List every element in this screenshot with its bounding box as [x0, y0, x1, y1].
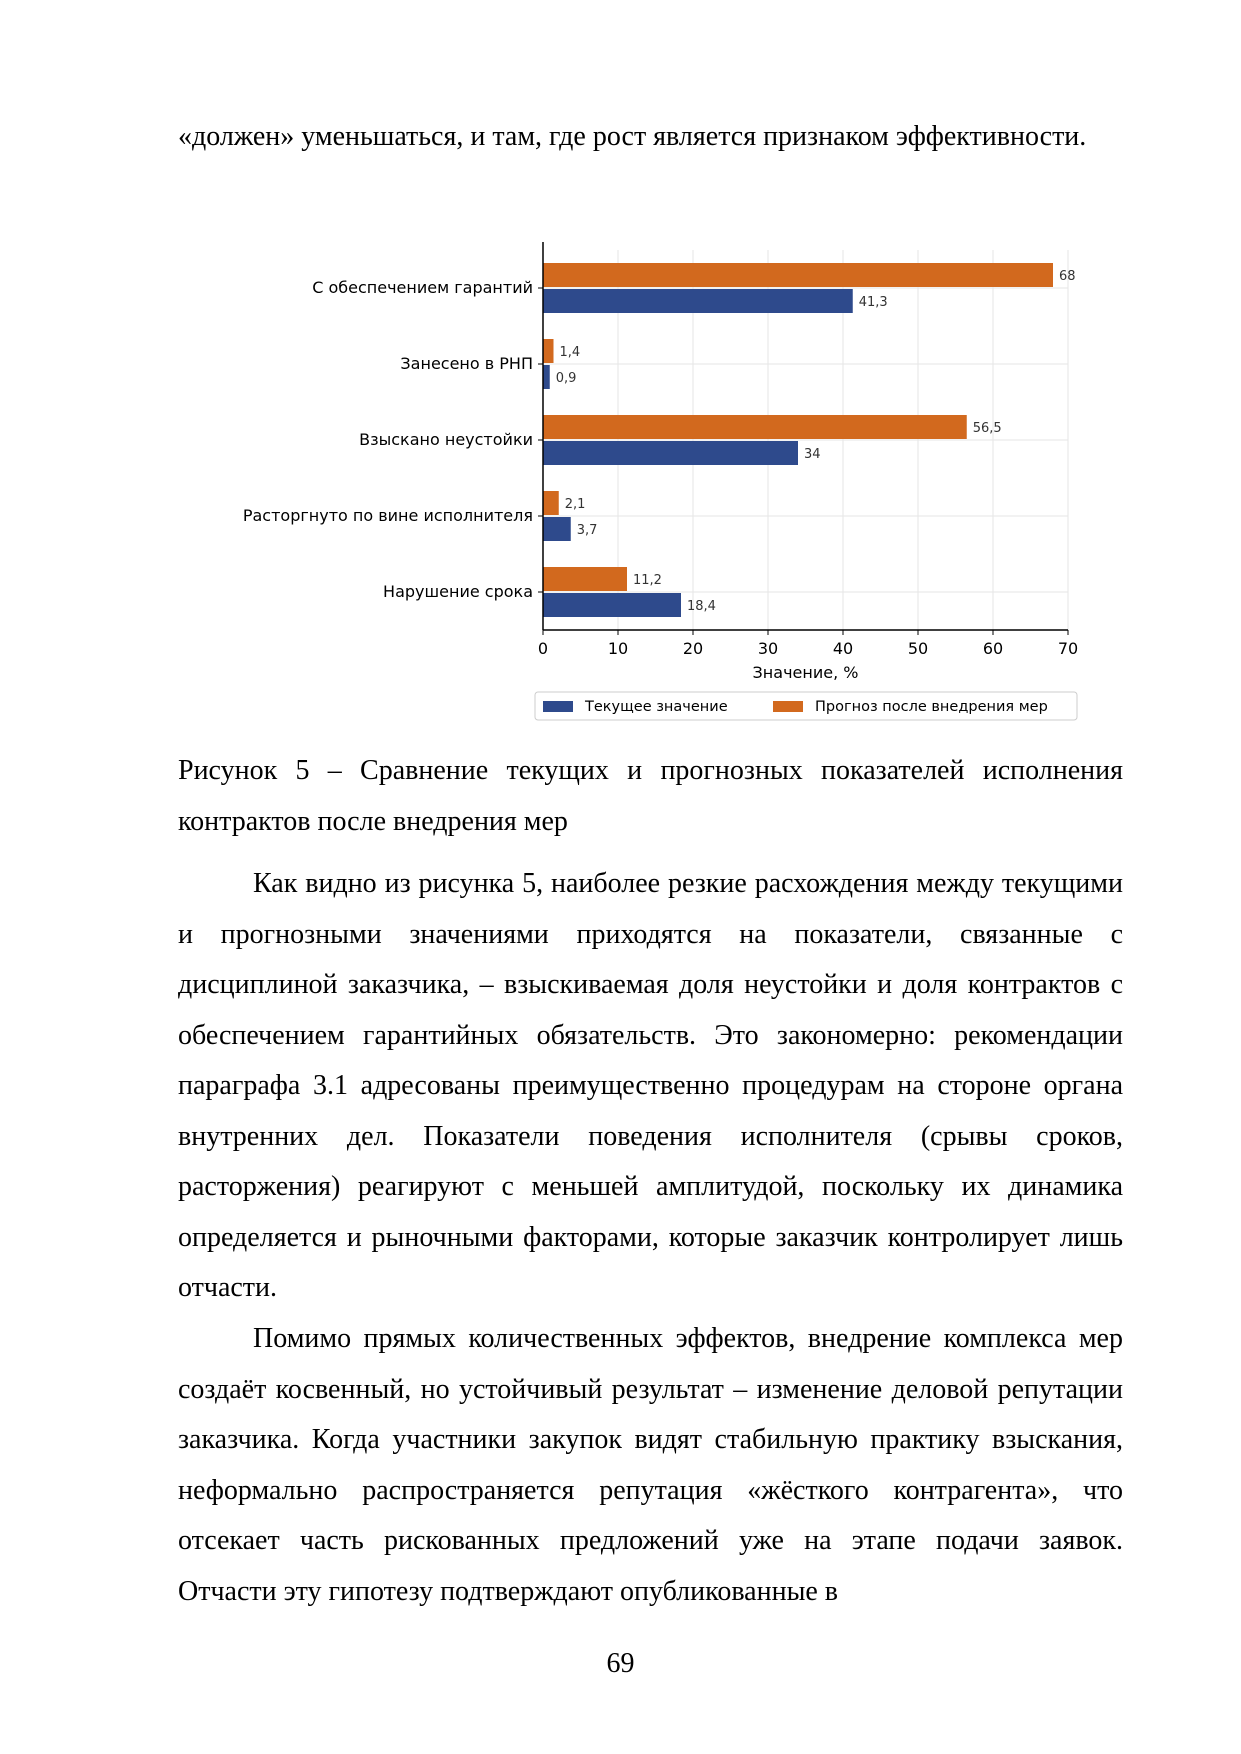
paragraph-reputation-text: Помимо прямых количественных эффектов, внедрение комплекса мер создаёт косвенный, но устойчивый результат – изменение деловой репутации заказчика. Когда участники закупок видят стабильную практику взыскания, неформально распространяется репутация «жёсткого контрагента», что отсекает часть рискованных предложений уже на этапе подачи заявок. Отчасти эту гипотезу подтверждают опубликованные в	[178, 1323, 1123, 1607]
y-category-label: Взыскано неустойки	[359, 430, 533, 449]
x-tick-label: 70	[1057, 639, 1079, 658]
bar-chart	[210, 240, 1090, 730]
x-tick-label: 40	[832, 639, 854, 658]
paragraph-intro-text: «должен» уменьшаться, и там, где рост является признаком эффективности.	[178, 121, 1087, 152]
x-tick-label: 50	[907, 639, 929, 658]
data-label: 18,4	[687, 599, 716, 614]
paragraph-analysis	[178, 859, 1123, 1314]
y-category-label: Занесено в РНП	[400, 354, 533, 373]
data-label: 68	[1059, 269, 1076, 284]
bar	[543, 339, 554, 363]
y-category-label: Нарушение срока	[383, 582, 533, 601]
x-tick-label: 10	[607, 639, 629, 658]
legend-label: Прогноз после внедрения мер	[815, 699, 1048, 715]
bar	[543, 289, 853, 313]
bar	[543, 593, 681, 617]
page-number: 69	[606, 1648, 635, 1679]
data-label: 41,3	[858, 295, 888, 310]
chart-legend	[535, 692, 1077, 720]
paragraph-analysis-text: Как видно из рисунка 5, наиболее резкие расхождения между текущими и прогнозными значениями приходятся на показатели, связанные с дисциплиной заказчика, – взыскиваемая доля неустойки и доля контрактов с обеспечением гарантийных обязательств. Это закономерно: рекомендации параграфа 3.1 адресованы преимущественно процедурам на стороне органа внутренних дел. Показатели поведения исполнителя (срывы сроков, расторжения) реагируют с меньшей амплитудой, поскольку их динамика определяется и рыночными факторами, которые заказчик контролирует лишь отчасти.	[178, 868, 1123, 1303]
bar	[543, 365, 550, 389]
x-axis-label: Значение, %	[752, 663, 859, 682]
paragraph-intro	[178, 112, 1123, 163]
data-label: 1,4	[559, 345, 581, 360]
figure-caption	[178, 746, 1123, 847]
paragraph-reputation	[178, 1314, 1123, 1617]
x-tick-label: 30	[757, 639, 779, 658]
data-label: 34	[804, 447, 821, 462]
bar	[543, 441, 798, 465]
bar	[543, 567, 627, 591]
bar	[543, 415, 967, 439]
data-label: 3,7	[576, 523, 598, 538]
y-category-label: Расторгнуто по вине исполнителя	[242, 506, 533, 525]
bar	[543, 491, 559, 515]
data-label: 56,5	[972, 421, 1002, 436]
legend-swatch	[543, 701, 573, 712]
x-tick-label: 20	[682, 639, 704, 658]
bar	[543, 517, 571, 541]
data-label: 2,1	[564, 497, 586, 512]
x-tick-label: 0	[537, 639, 549, 658]
x-tick-label: 60	[982, 639, 1004, 658]
bar	[543, 263, 1053, 287]
data-label: 11,2	[633, 573, 662, 588]
legend-swatch	[773, 701, 803, 712]
data-label: 0,9	[555, 371, 577, 386]
legend-label: Текущее значение	[585, 699, 728, 715]
figure-caption-text: Рисунок 5 – Сравнение текущих и прогнозных показателей исполнения контрактов после внедрения мер	[178, 755, 1123, 837]
y-category-label: С обеспечением гарантий	[312, 278, 533, 297]
